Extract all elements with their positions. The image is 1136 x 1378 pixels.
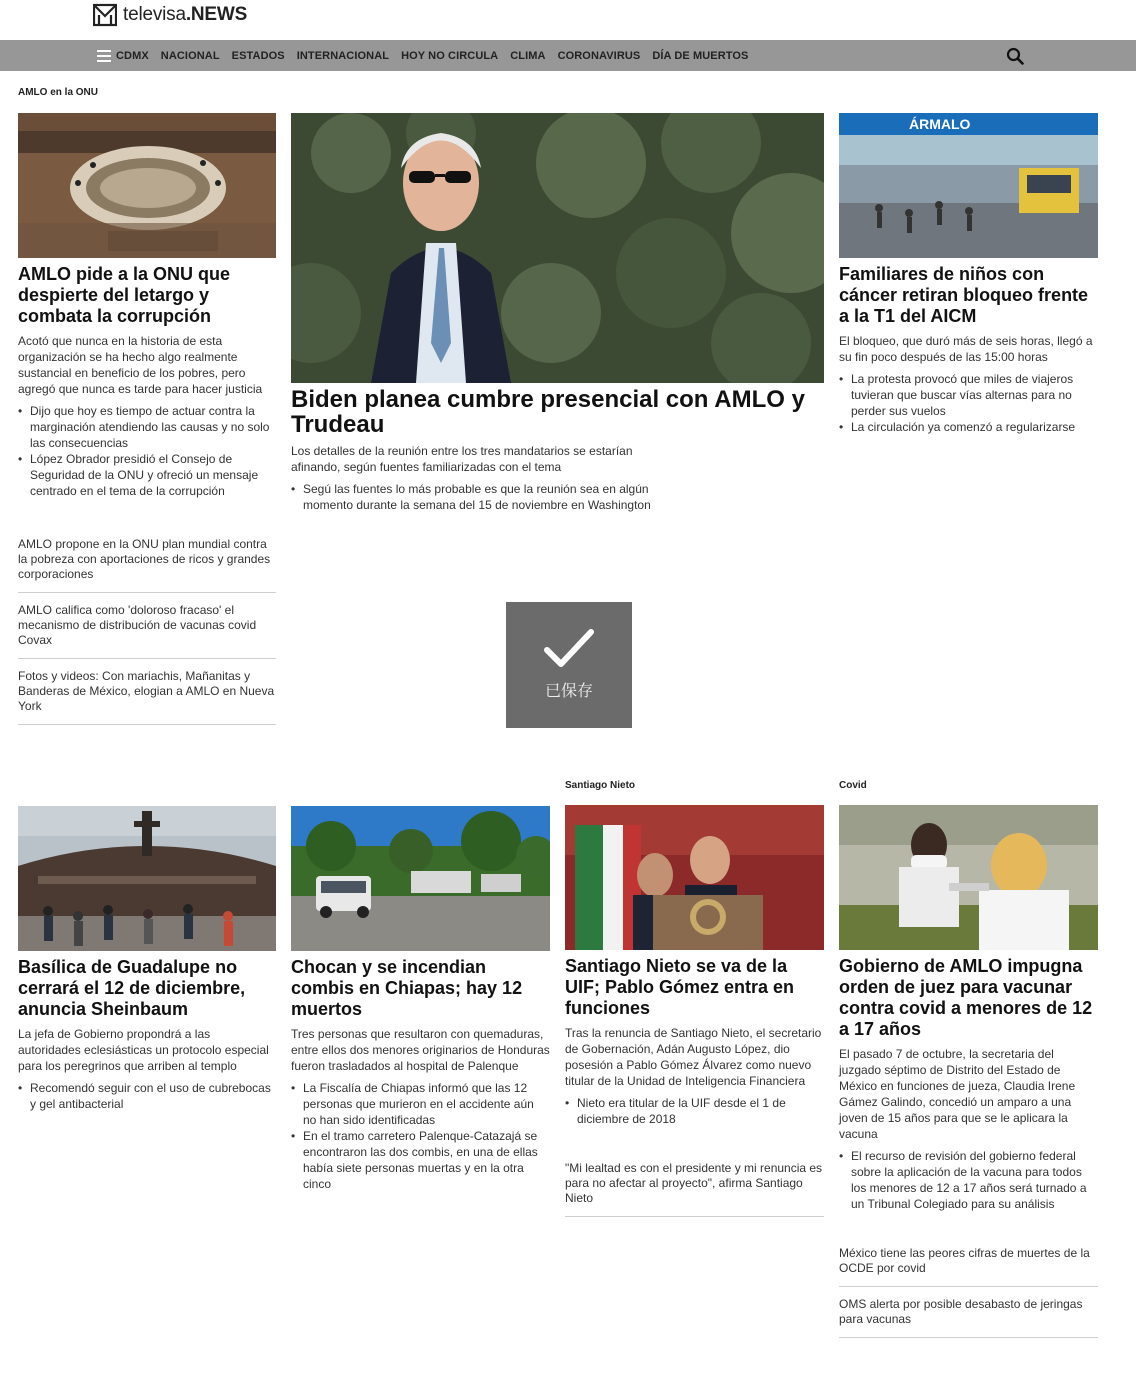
section-label-amlo-onu[interactable]: AMLO en la ONU	[18, 87, 99, 98]
logo-text-light: televisa	[123, 4, 186, 25]
story-bullets-basilica	[18, 1080, 276, 1112]
story-bullets-onu	[18, 403, 276, 499]
televisa-logo-icon	[93, 3, 117, 27]
chiapas-crash-image[interactable]	[291, 806, 550, 951]
story-lead-biden: Los detalles de la reunión entre los tres mandatarios se estarían afinando, según fuentes familiarizadas con el tema	[291, 444, 633, 474]
story-bullets-chiapas	[291, 1080, 550, 1192]
bullet-item: • Recomendó seguir con el uso de cubrebocas y gel antibacterial	[18, 1080, 276, 1112]
bullet-item: • La protesta provocó que miles de viajeros tuvieran que buscar vías alternas para no perder sus vuelos	[839, 371, 1098, 419]
related-link-onu-3[interactable]: Fotos y videos: Con mariachis, Mañanitas y Banderas de México, elogian a AMLO en Nueva York	[18, 659, 276, 725]
nav-item-hoy-no-circula[interactable]: HOY NO CIRCULA	[401, 49, 499, 62]
nav-item-coronavirus[interactable]: CORONAVIRUS	[557, 49, 641, 62]
story-title-biden[interactable]: Biden planea cumbre presencial con AMLO y Trudeau	[291, 386, 805, 438]
checkmark-icon	[543, 628, 595, 670]
story-card-chiapas	[291, 806, 550, 1192]
saved-toast	[506, 602, 632, 728]
story-title-chiapas[interactable]: Chocan y se incendian combis en Chiapas; hay 12 muertos	[291, 957, 523, 1019]
story-lead-basilica: La jefa de Gobierno propondrá a las autoridades eclesiásticas un protocolo especial para los peregrinos que arriben al templo	[18, 1027, 269, 1073]
related-link-covid-2[interactable]: OMS alerta por posible desabasto de jeringas para vacunas	[839, 1287, 1098, 1338]
story-bullets-aicm	[839, 371, 1098, 435]
nav-item-nacional[interactable]: NACIONAL	[160, 49, 220, 62]
hamburger-menu-icon[interactable]	[97, 50, 111, 62]
search-icon[interactable]	[1006, 47, 1024, 65]
bullet-item: • Segú las fuentes lo más probable es que la reunión sea en algún momento durante la semana del 15 de noviembre en Washington	[291, 481, 661, 513]
un-security-council-image[interactable]	[18, 113, 276, 258]
story-bullets-nieto	[565, 1095, 824, 1127]
story-card-aicm	[839, 113, 1098, 435]
related-link-nieto-1[interactable]: "Mi lealtad es con el presidente y mi renuncia es para no afectar al proyecto", afirma Santiago Nieto	[565, 1151, 824, 1217]
story-lead-chiapas: Tres personas que resultaron con quemaduras, entre ellos dos menores originarios de Honduras fueron trasladados al hospital de Palenque	[291, 1027, 550, 1073]
section-label-covid[interactable]: Covid	[839, 780, 867, 791]
bullet-item: • El recurso de revisión del gobierno federal sobre la aplicación de la vacuna para todos los menores de 12 a 17 años será turnado a un Tribunal Colegiado para su análisis	[839, 1148, 1098, 1212]
televisa-news-logo[interactable]	[93, 3, 247, 27]
related-link-onu-2[interactable]: AMLO califica como 'doloroso fracaso' el mecanismo de distribución de vacunas covid Covax	[18, 593, 276, 659]
bullet-item: • López Obrador presidió el Consejo de Seguridad de la ONU y ofreció un mensaje centrado en el tema de la corrupción	[18, 451, 276, 499]
aicm-sign-text: ÁRMALO	[909, 116, 971, 132]
biden-photo-image[interactable]	[291, 113, 824, 383]
santiago-nieto-image[interactable]	[565, 805, 824, 950]
story-lead-onu: Acotó que nunca en la historia de esta organización se ha hecho algo realmente sustancial en beneficio de los pobres, pero agregó que nunca es tarde para hacer justicia	[18, 334, 263, 396]
bullet-item: • La circulación ya comenzó a regularizarse	[839, 419, 1098, 435]
story-title-covid[interactable]: Gobierno de AMLO impugna orden de juez para vacunar contra covid a menores de 12 a 17 años	[839, 956, 1093, 1039]
section-label-santiago-nieto[interactable]: Santiago Nieto	[565, 780, 636, 791]
main-nav	[0, 40, 1136, 71]
story-card-onu	[18, 113, 276, 725]
story-bullets-covid	[839, 1148, 1098, 1212]
saved-toast-label: 已保存	[544, 683, 593, 700]
story-card-nieto	[565, 805, 824, 1217]
story-lead-covid: El pasado 7 de octubre, la secretaria del juzgado séptimo de Distrito del Estado de México en funciones de jueza, Claudia Irene Gámez Galindo, concedió un amparo a una joven de 15 años para que se le aplicara la vacuna	[839, 1047, 1076, 1141]
covid-vaccination-image[interactable]	[839, 805, 1098, 950]
bullet-item: • Nieto era titular de la UIF desde el 1 de diciembre de 2018	[565, 1095, 824, 1127]
nav-item-dia-de-muertos[interactable]: DÍA DE MUERTOS	[652, 49, 749, 62]
story-card-biden	[291, 113, 824, 513]
story-lead-nieto: Tras la renuncia de Santiago Nieto, el secretario de Gobernación, Adán Augusto López, dio posesión a Pablo Gómez Álvarez como nuevo titular de la Unidad de Inteligencia Financiera	[565, 1026, 822, 1088]
nav-item-cdmx[interactable]: CDMX	[116, 49, 149, 62]
logo-bar	[0, 0, 1136, 40]
related-link-covid-1[interactable]: México tiene las peores cifras de muertes de la OCDE por covid	[839, 1236, 1098, 1287]
story-card-basilica	[18, 806, 276, 1112]
story-card-covid	[839, 805, 1098, 1338]
logo-text-bold: .NEWS	[185, 4, 248, 25]
story-title-aicm[interactable]: Familiares de niños con cáncer retiran bloqueo frente a la T1 del AICM	[839, 264, 1089, 326]
story-title-basilica[interactable]: Basílica de Guadalupe no cerrará el 12 de diciembre, anuncia Sheinbaum	[18, 957, 246, 1019]
nav-item-estados[interactable]: ESTADOS	[231, 49, 285, 62]
related-link-onu-1[interactable]: AMLO propone en la ONU plan mundial contra la pobreza con aportaciones de ricos y grandes corporaciones	[18, 527, 276, 593]
story-title-onu[interactable]: AMLO pide a la ONU que despierte del letargo y combata la corrupción	[18, 264, 231, 326]
basilica-guadalupe-image[interactable]	[18, 806, 276, 951]
story-lead-aicm: El bloqueo, que duró más de seis horas, llegó a su fin poco después de las 15:00 horas	[839, 334, 1093, 364]
aicm-blockade-image[interactable]	[839, 113, 1098, 258]
bullet-item: • Dijo que hoy es tiempo de actuar contra la marginación atendiendo las causas y no solo las consecuencias	[18, 403, 276, 451]
bullet-item: • La Fiscalía de Chiapas informó que las 12 personas que murieron en el accidente aún no han sido identificadas	[291, 1080, 550, 1128]
bullet-item: • En el tramo carretero Palenque-Catazajá se encontraron las dos combis, en una de ellas había siete personas muertas y en la otra cinco	[291, 1128, 550, 1192]
nav-item-internacional[interactable]: INTERNACIONAL	[296, 49, 390, 62]
story-title-nieto[interactable]: Santiago Nieto se va de la UIF; Pablo Gómez entra en funciones	[565, 956, 795, 1018]
story-bullets-biden	[291, 481, 661, 513]
nav-item-clima[interactable]: CLIMA	[510, 49, 546, 62]
